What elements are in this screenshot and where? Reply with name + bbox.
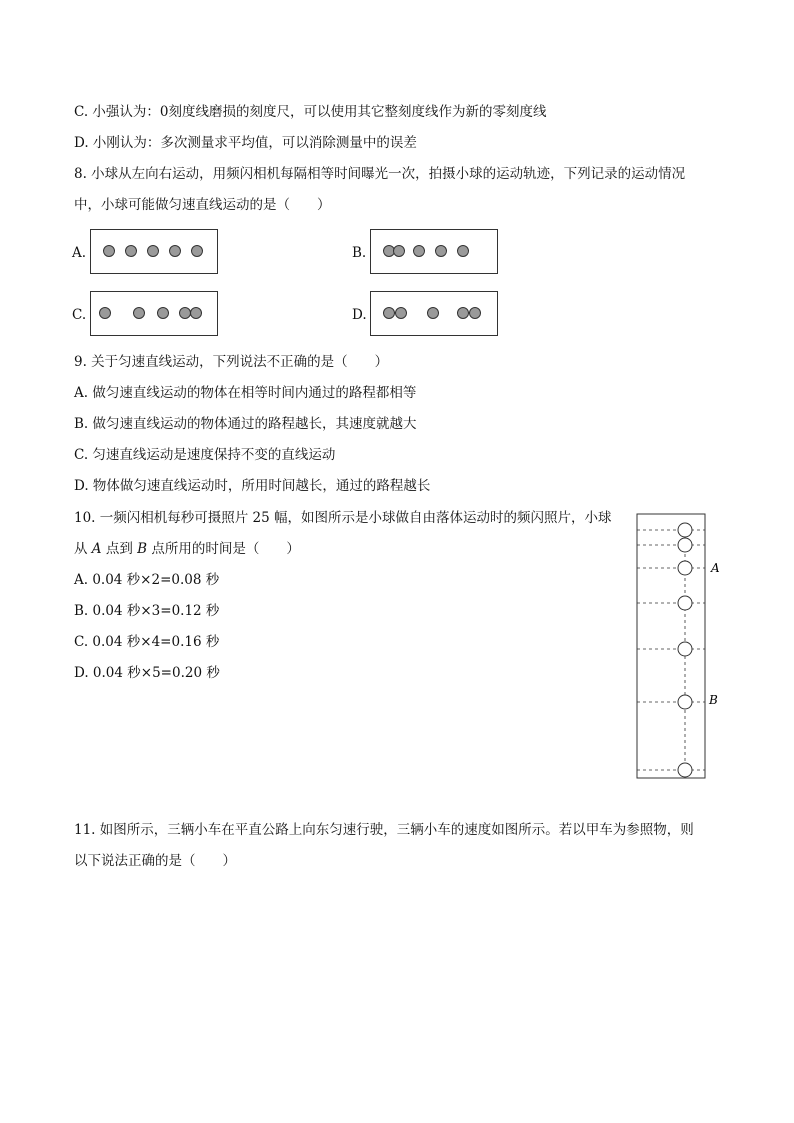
ball bbox=[393, 245, 405, 257]
q10-option-d: D. 0.04 秒×5=0.20 秒 bbox=[74, 665, 220, 681]
q11-stem-line1: 11. 如图所示，三辆小车在平直公路上向东匀速行驶，三辆小车的速度如图所示。若以甲车为参照物，则 bbox=[74, 822, 694, 838]
q8-stem-line1: 8. 小球从左向右运动，用频闪相机每隔相等时间曝光一次，拍摄小球的运动轨迹，下列记录的运动情况 bbox=[74, 166, 686, 182]
q9-option-a: A. 做匀速直线运动的物体在相等时间内通过的路程都相等 bbox=[74, 385, 417, 401]
q7-option-c: C. 小强认为：0刻度线磨损的刻度尺，可以使用其它整刻度线作为新的零刻度线 bbox=[74, 104, 547, 120]
point-b-label: B bbox=[709, 693, 718, 707]
ball bbox=[169, 245, 181, 257]
ball bbox=[427, 307, 439, 319]
q10-stem-text: 从 bbox=[74, 541, 92, 557]
ball bbox=[103, 245, 115, 257]
q10-point-b: B bbox=[137, 541, 148, 557]
ball-position bbox=[678, 695, 692, 709]
ball bbox=[190, 307, 202, 319]
q9-stem: 9. 关于匀速直线运动，下列说法不正确的是（ ） bbox=[74, 354, 389, 370]
q8-figure-b bbox=[370, 229, 498, 274]
ball bbox=[133, 307, 145, 319]
q8-figure-c bbox=[90, 291, 218, 336]
q8-label-b: B. bbox=[352, 245, 367, 261]
q9-option-d: D. 物体做匀速直线运动时，所用时间越长，通过的路程越长 bbox=[74, 478, 431, 494]
photo-frame bbox=[637, 514, 705, 778]
q8-figure-a bbox=[90, 229, 218, 274]
q8-label-d: D. bbox=[352, 307, 367, 323]
ball-position bbox=[678, 596, 692, 610]
q10-option-c: C. 0.04 秒×4=0.16 秒 bbox=[74, 634, 220, 650]
q10-stem-text: 点到 bbox=[101, 541, 138, 557]
ball bbox=[157, 307, 169, 319]
ball bbox=[125, 245, 137, 257]
q10-strobe-figure bbox=[630, 508, 730, 786]
ball-position bbox=[678, 538, 692, 552]
ball bbox=[413, 245, 425, 257]
q7-option-d: D. 小刚认为：多次测量求平均值，可以消除测量中的误差 bbox=[74, 135, 417, 151]
ball bbox=[383, 307, 395, 319]
q10-stem-text: 点所用的时间是（ ） bbox=[147, 541, 300, 557]
q11-stem-line2: 以下说法正确的是（ ） bbox=[74, 853, 236, 869]
ball-position bbox=[678, 642, 692, 656]
ball bbox=[191, 245, 203, 257]
q9-option-c: C. 匀速直线运动是速度保持不变的直线运动 bbox=[74, 447, 336, 463]
ball bbox=[457, 245, 469, 257]
ball-position bbox=[678, 561, 692, 575]
point-a-label: A bbox=[711, 561, 720, 575]
q8-figure-d bbox=[370, 291, 498, 336]
q10-stem-line2 bbox=[74, 539, 300, 559]
q9-option-b: B. 做匀速直线运动的物体通过的路程越长，其速度就越大 bbox=[74, 416, 417, 432]
q10-option-a: A. 0.04 秒×2=0.08 秒 bbox=[74, 572, 220, 588]
ball bbox=[147, 245, 159, 257]
ball bbox=[395, 307, 407, 319]
q10-stem-line1: 10. 一频闪相机每秒可摄照片 25 幅，如图所示是小球做自由落体运动时的频闪照片，小球 bbox=[74, 510, 612, 526]
ball bbox=[457, 307, 469, 319]
q10-option-b: B. 0.04 秒×3=0.12 秒 bbox=[74, 603, 220, 619]
q8-stem-line2: 中，小球可能做匀速直线运动的是（ ） bbox=[74, 197, 331, 213]
ball bbox=[435, 245, 447, 257]
q8-label-a: A. bbox=[72, 245, 87, 261]
ball-position bbox=[678, 763, 692, 777]
q10-point-a: A bbox=[91, 541, 102, 557]
ball bbox=[99, 307, 111, 319]
ball bbox=[469, 307, 481, 319]
q8-label-c: C. bbox=[72, 307, 87, 323]
ball-position bbox=[678, 523, 692, 537]
